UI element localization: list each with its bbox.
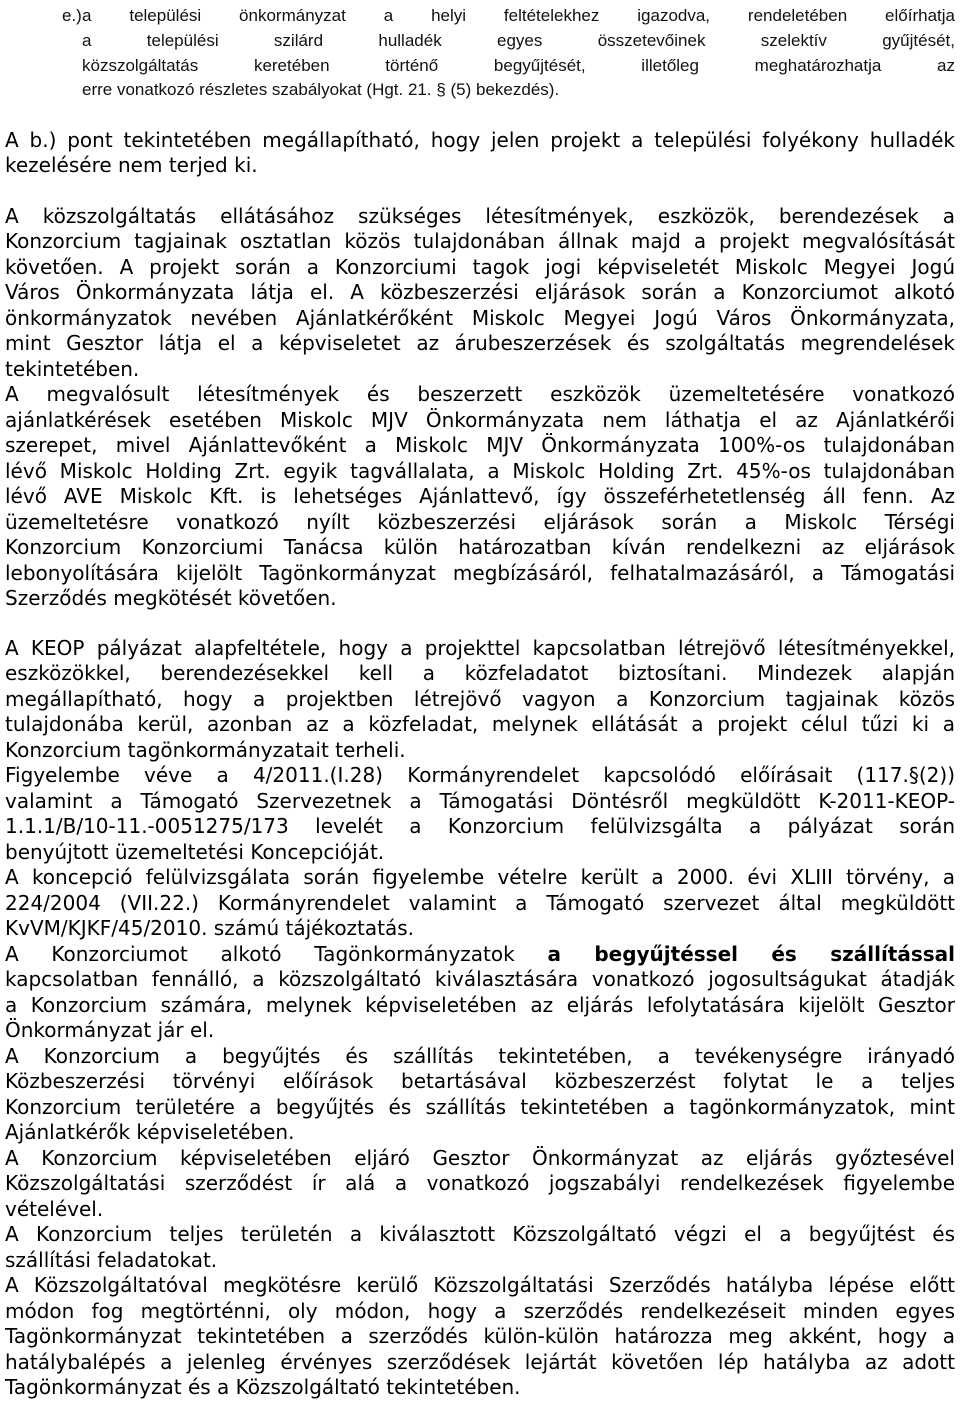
- list-item-e: [62, 0, 955, 103]
- text-line: A közszolgáltatás ellátásához szükséges létesítmények, eszközök, berendezések a: [5, 203, 955, 228]
- text-line: A koncepció felülvizsgálata során figyelembe vételre került a 2000. évi XLIII törvény, a: [5, 865, 955, 890]
- paragraph: [5, 1273, 955, 1401]
- text-line: lévő Miskolc Holding Zrt. egyik tagvállalata, a Miskolc Holding Zrt. 45%-os tulajdonában: [5, 458, 955, 483]
- text-line: Város Önkormányzata látja el. A közbeszerzési eljárások során a Konzorciumot alkotó: [5, 280, 955, 305]
- text-line: közszolgáltatás keretében történő begyűjtését, illetőleg meghatározhatja az: [82, 55, 955, 75]
- text-line: Tagönkormányzat tekintetében a szerződés külön-külön határozza meg akként, hogy a: [5, 1324, 955, 1349]
- text-line: módon fog megtörténni, oly módon, hogy a szerződés rendelkezéseit minden egyes: [5, 1298, 955, 1323]
- text-run: A Konzorciumot alkotó Tagönkormányzatok: [5, 941, 515, 966]
- text-line: kezelésére nem terjed ki.: [5, 152, 258, 177]
- paragraph: [5, 942, 955, 1044]
- text-line: tekintetében.: [5, 356, 140, 381]
- text-line: a Konzorcium számára, melynek képviseletében az eljárás lefolytatására kijelölt Gesztor: [5, 992, 955, 1017]
- text-line: 224/2004 (VII.22.) Kormányrendelet valamint a Támogató szervezet által megküldött: [5, 890, 955, 915]
- text-line: erre vonatkozó részletes szabályokat (Hgt. 21. § (5) bekezdés).: [82, 80, 560, 100]
- paragraph: [5, 1146, 955, 1223]
- text-line: lévő AVE Miskolc Kft. is lehetséges Ajánlattevő, így összeférhetetlenség áll fenn. Az: [5, 484, 955, 509]
- text-line: Közszolgáltatási szerződést ír alá a vonatkozó jogszabályi rendelkezések figyelembe: [5, 1171, 955, 1196]
- text-line: A Konzorcium képviseletében eljáró Gesztor Önkormányzat az eljárás győztesével: [5, 1145, 955, 1170]
- text-line: megállapítható, hogy a projektben létrejövő vagyon a Konzorcium tagjainak közös: [5, 686, 955, 711]
- paragraph: [5, 382, 955, 612]
- text-line: A Konzorcium teljes területén a kiválasztott Közszolgáltató végzi el a begyűjtést és: [5, 1222, 955, 1247]
- text-line: követően. A projekt során a Konzorciumi tagok jogi képviseletét Miskolc Megyei Jogú: [5, 254, 955, 279]
- text-line: szállítási feladatokat.: [5, 1247, 218, 1272]
- text-line: A Konzorcium a begyűjtés és szállítás tekintetében, a tevékenységre irányadó: [5, 1043, 955, 1068]
- text-line: A Közszolgáltatóval megkötésre kerülő Közszolgáltatási Szerződés hatályba lépése előtt: [5, 1273, 955, 1298]
- paragraph: [5, 204, 955, 383]
- text-line: kapcsolatban fennálló, a közszolgáltató kiválasztására vonatkozó jogosultságukat átadják: [5, 967, 955, 992]
- paragraph: [5, 865, 955, 942]
- text-line: Konzorcium területére a begyűjtés és szállítás tekintetében a tagönkormányzatok, mint: [5, 1094, 955, 1119]
- text-line: valamint a Támogató Szervezetnek a Támogatási Döntésről megküldött K-2011-KEOP-: [5, 788, 955, 813]
- text-line: tulajdonába kerül, azonban az a közfeladat, melynek ellátását a projekt célul tűzi ki a: [5, 712, 955, 737]
- text-line: A KEOP pályázat alapfeltétele, hogy a projekttel kapcsolatban létrejövő létesítményekkel,: [5, 635, 955, 660]
- list-item-label: e.): [62, 6, 82, 26]
- text-line: Figyelembe véve a 4/2011.(I.28) Kormányrendelet kapcsolódó előírásait (117.§(2)): [5, 763, 955, 788]
- paragraph: [5, 763, 955, 865]
- text-line: Tagönkormányzat és a Közszolgáltató tekintetében.: [5, 1375, 521, 1400]
- text-line: Közbeszerzési törvényi előírások betartásával közbeszerzést folytat le a teljes: [5, 1069, 955, 1094]
- emphasis: a begyűjtéssel és szállítással: [547, 941, 956, 966]
- text-line: Konzorcium tagjainak osztatlan közös tulajdonában állnak majd a projekt megvalósítását: [5, 229, 955, 254]
- text-line: mint Gesztor látja el a képviseletet az árubeszerzések és szolgáltatás megrendelések: [5, 331, 955, 356]
- paragraph: [5, 1222, 955, 1273]
- paragraph: [5, 636, 955, 764]
- text-line: Konzorcium tagönkormányzatait terheli.: [5, 737, 406, 762]
- text-line: lebonyolítására kijelölt Tagönkormányzat megbízásáról, felhatalmazásáról, a Támogatási: [5, 560, 955, 585]
- text-line: szerepet, mivel Ajánlattevőként a Miskolc MJV Önkormányzata 100%-os tulajdonában: [5, 433, 955, 458]
- text-line: Konzorcium Konzorciumi Tanácsa külön határozatban kíván rendelkezni az eljárások: [5, 535, 955, 560]
- text-line: vételével.: [5, 1196, 104, 1221]
- text-line: A megvalósult létesítmények és beszerzett eszközök üzemeltetésére vonatkozó: [5, 382, 955, 407]
- text-line: KvVM/KJKF/45/2010. számú tájékoztatás.: [5, 916, 415, 941]
- text-line: Ajánlatkérők képviseletében.: [5, 1120, 295, 1145]
- text-line: önkormányzatok nevében Ajánlatkérőként Miskolc Megyei Jogú Város Önkormányzata,: [5, 305, 955, 330]
- paragraph: [5, 128, 955, 177]
- text-line: 1.1.1/B/10-11.-0051275/173 levelét a Konzorcium felülvizsgálta a pályázat során: [5, 814, 955, 839]
- text-line: benyújtott üzemeltetési Koncepcióját.: [5, 839, 385, 864]
- paragraph: [5, 1044, 955, 1146]
- text-line: Önkormányzat jár el.: [5, 1018, 215, 1043]
- text-line: hatálybalépés a jelenleg érvényes szerződések lejártát követően lép hatályba az adott: [5, 1349, 955, 1374]
- text-line: [5, 942, 955, 968]
- text-line: üzemeltetésre vonatkozó nyílt közbeszerzési eljárások során a Miskolc Térségi: [5, 509, 955, 534]
- text-line: eszközökkel, berendezésekkel kell a közfeladatot biztosítani. Mindezek alapján: [5, 661, 955, 686]
- text-line: A b.) pont tekintetében megállapítható, hogy jelen projekt a települési folyékony hulladék: [5, 128, 955, 153]
- text-line: Szerződés megkötését követően.: [5, 586, 337, 611]
- text-line: a települési szilárd hulladék egyes összetevőinek szelektív gyűjtését,: [82, 30, 955, 50]
- text-line: a települési önkormányzat a helyi feltételekhez igazodva, rendeletében előírhatja: [82, 6, 955, 26]
- text-line: ajánlatkérések esetében Miskolc MJV Önkormányzata nem láthatja el az Ajánlatkérői: [5, 407, 955, 432]
